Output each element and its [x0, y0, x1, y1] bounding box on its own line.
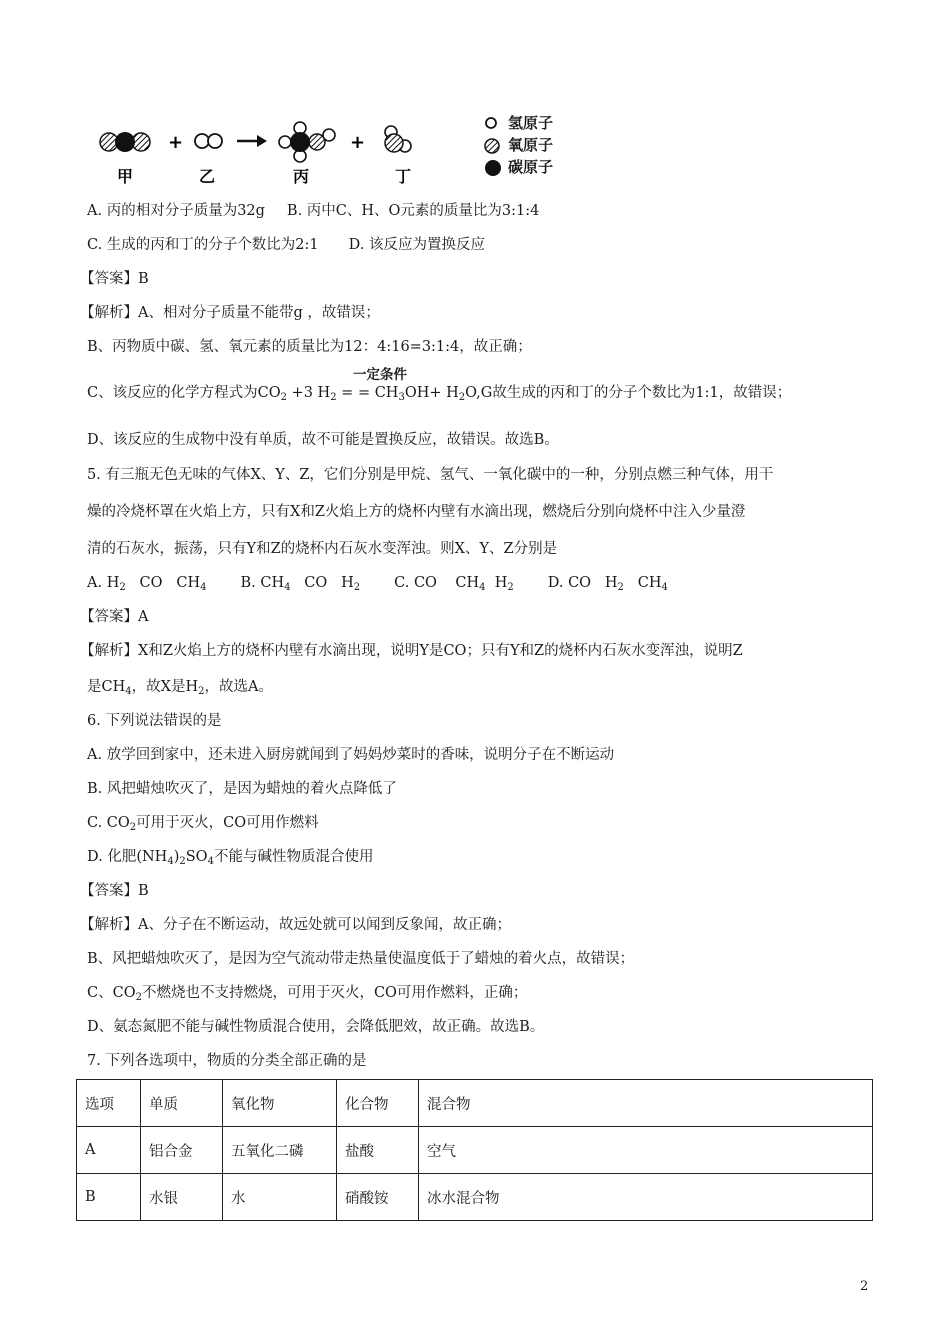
co2-molecule-icon [100, 132, 150, 152]
q6-option-c: C. $CO_2$可用于灭火，CO可用作燃料 [87, 815, 319, 833]
q6-answer: 【答案】B [80, 883, 149, 899]
q6-explanation-a: 【解析】A、分子在不断运动，故远处就可以闻到反象闻，故正确； [80, 917, 511, 933]
atom-legend [484, 112, 553, 178]
table-header-cell: 混合物 [419, 1080, 873, 1127]
q6-opt-d-part4: 不能与碱性物质混合使用 [213, 849, 374, 865]
label-bing: 丙 [293, 167, 310, 186]
q5-exp-part3: ，故选A。 [204, 679, 273, 695]
table-row [77, 1127, 873, 1174]
q4-explanation-d: D、该反应的生成物中没有单质，故不可能是置换反应，故错误。故选B。 [87, 432, 559, 448]
q4-option-d: D. 该反应为置换反应 [348, 237, 485, 253]
svg-text:+: + [168, 132, 184, 153]
reaction-diagram [95, 108, 475, 188]
q5-stem-line1: 5. 有三瓶无色无味的气体X、Y、Z，它们分别是甲烷、氢气、一氧化碳中的一种，分别点燃三种气体，用干 [87, 467, 774, 483]
q6-opt-c-part2: 可用于灭火，CO可用作燃料 [136, 815, 319, 831]
q6-exp-c-part1: C、CO [87, 985, 136, 1001]
q6-exp-c-part2: 不燃烧也不支持燃烧，可用于灭火，CO可用作燃料，正确； [141, 985, 528, 1001]
q6-opt-d-part1: D. 化肥(NH [87, 849, 168, 865]
q4-option-a: A. 丙的相对分子质量为32g [87, 203, 265, 219]
table-cell: 硝酸铵 [337, 1174, 419, 1221]
table-cell: 空气 [419, 1127, 873, 1174]
table-cell: 水银 [141, 1174, 223, 1221]
label-jia: 甲 [117, 167, 134, 186]
q5-exp-part2: ，故X是H [131, 679, 199, 695]
q4-options-row2 [87, 235, 485, 255]
legend-carbon [484, 156, 553, 178]
q6-opt-d-part2: ) [173, 849, 180, 865]
table-row [77, 1174, 873, 1221]
oxygen-atom-icon [484, 138, 500, 154]
table-cell: 冰水混合物 [419, 1174, 873, 1221]
q6-option-a: A. 放学回到家中，还未进入厨房就闻到了妈妈炒菜时的香味，说明分子在不断运动 [87, 747, 615, 763]
q5-option-b: B. $CH_4$ CO $H_2$ [240, 575, 361, 593]
q4-option-c: C. 生成的丙和丁的分子个数比为2:1 [87, 237, 319, 253]
q6-option-d: D. 化肥$(NH_4)_2SO_4$不能与碱性物质混合使用 [87, 849, 374, 867]
q4-eq-part5: O,G故生成的丙和丁的分子个数比为1:1，故错误； [465, 385, 792, 401]
q4-options-row1 [87, 201, 539, 221]
table-cell: 盐酸 [337, 1127, 419, 1174]
table-cell: A [77, 1127, 141, 1174]
q4-eq-part1: C、该反应的化学方程式为CO [87, 385, 281, 401]
q6-option-b: B. 风把蜡烛吹灭了，是因为蜡烛的着火点降低了 [87, 781, 397, 797]
label-ding: 丁 [395, 167, 412, 186]
reaction-arrow-icon [237, 135, 267, 147]
legend-oxygen [484, 134, 553, 156]
table-header-cell: 单质 [141, 1080, 223, 1127]
q6-opt-c-part1: C. CO [87, 815, 130, 831]
q4-explanation-b: B、丙物质中碳、氢、氧元素的质量比为12：4:16=3:1:4，故正确； [87, 339, 532, 355]
q5-answer: 【答案】A [80, 609, 149, 625]
q6-stem: 6. 下列说法错误的是 [87, 713, 222, 729]
label-yi: 乙 [199, 167, 216, 186]
q4-eq-part2: +3 H [286, 385, 331, 401]
h2o-molecule-icon [385, 126, 411, 152]
legend-carbon-label: 碳原子 [508, 158, 554, 176]
q6-explanation-d: D、氨态氮肥不能与碱性物质混合使用，会降低肥效，故正确。故选B。 [87, 1019, 545, 1035]
table-cell: 铝合金 [141, 1127, 223, 1174]
carbon-atom-icon [484, 160, 502, 178]
q6-explanation-b: B、风把蜡烛吹灭了，是因为空气流动带走热量使温度低于了蜡烛的着火点，故错误； [87, 951, 635, 967]
q5-explanation-2: 是$CH_4$，故X是$H_2$，故选A。 [87, 679, 273, 697]
table-header-cell: 化合物 [337, 1080, 419, 1127]
q4-eq-part4: OH+ H [404, 385, 459, 401]
q6-opt-d-part3: SO [185, 849, 208, 865]
q5-options [87, 573, 668, 593]
ch3oh-molecule-icon [279, 122, 335, 162]
table-cell: 水 [223, 1174, 337, 1221]
q5-option-a: A. $H_2$ CO $CH_4$ [87, 575, 207, 593]
q4-option-b: B. 丙中C、H、O元素的质量比为3:1:4 [286, 203, 540, 219]
q5-stem-line3: 清的石灰水，振荡，只有Y和Z的烧杯内石灰水变浑浊。则X、Y、Z分别是 [87, 541, 558, 557]
classification-table [76, 1079, 873, 1221]
table-cell: 五氧化二磷 [223, 1127, 337, 1174]
svg-text:+: + [350, 132, 366, 153]
q4-explanation-c: C、该反应的化学方程式为$CO_2 +3$ $H_2$ = = $CH_3OH+ H_2O,G$故生成的丙和丁的分子个数比为1:1，故错误； [87, 385, 792, 403]
hydrogen-atom-icon [484, 116, 498, 130]
h2-molecule-icon [195, 134, 222, 148]
q5-option-c: C. CO $CH_4$ $H_2$ [394, 575, 514, 593]
q5-stem-line2: 燥的冷烧杯罩在火焰上方，只有X和Z火焰上方的烧杯内壁有水滴出现，燃烧后分别向烧杯中注入少量澄 [87, 504, 746, 520]
legend-hydrogen [484, 112, 553, 134]
q5-option-d: D. CO $H_2$ $CH_4$ [547, 575, 668, 593]
q7-stem: 7. 下列各选项中，物质的分类全部正确的是 [87, 1053, 367, 1069]
q4-eq-part3: = = CH [336, 385, 399, 401]
q4-answer: 【答案】B [80, 271, 149, 287]
q4-explanation-a: 【解析】A、相对分子质量不能带g ，故错误； [80, 305, 380, 321]
table-header-cell: 氧化物 [223, 1080, 337, 1127]
legend-oxygen-label: 氧原子 [508, 136, 554, 154]
q5-exp-part1: 是CH [87, 679, 126, 695]
q5-explanation-1: 【解析】X和Z火焰上方的烧杯内壁有水滴出现，说明Y是CO；只有Y和Z的烧杯内石灰水变浑浊，说明Z [80, 643, 743, 659]
table-header-row [77, 1080, 873, 1127]
table-cell: B [77, 1174, 141, 1221]
q6-explanation-c: C、$CO_2$不燃烧也不支持燃烧，可用于灭火，CO可用作燃料，正确； [87, 985, 528, 1003]
reaction-condition: 一定条件 [353, 367, 407, 383]
table-header-cell: 选项 [77, 1080, 141, 1127]
page-number: 2 [860, 1279, 869, 1294]
legend-hydrogen-label: 氢原子 [508, 114, 554, 132]
